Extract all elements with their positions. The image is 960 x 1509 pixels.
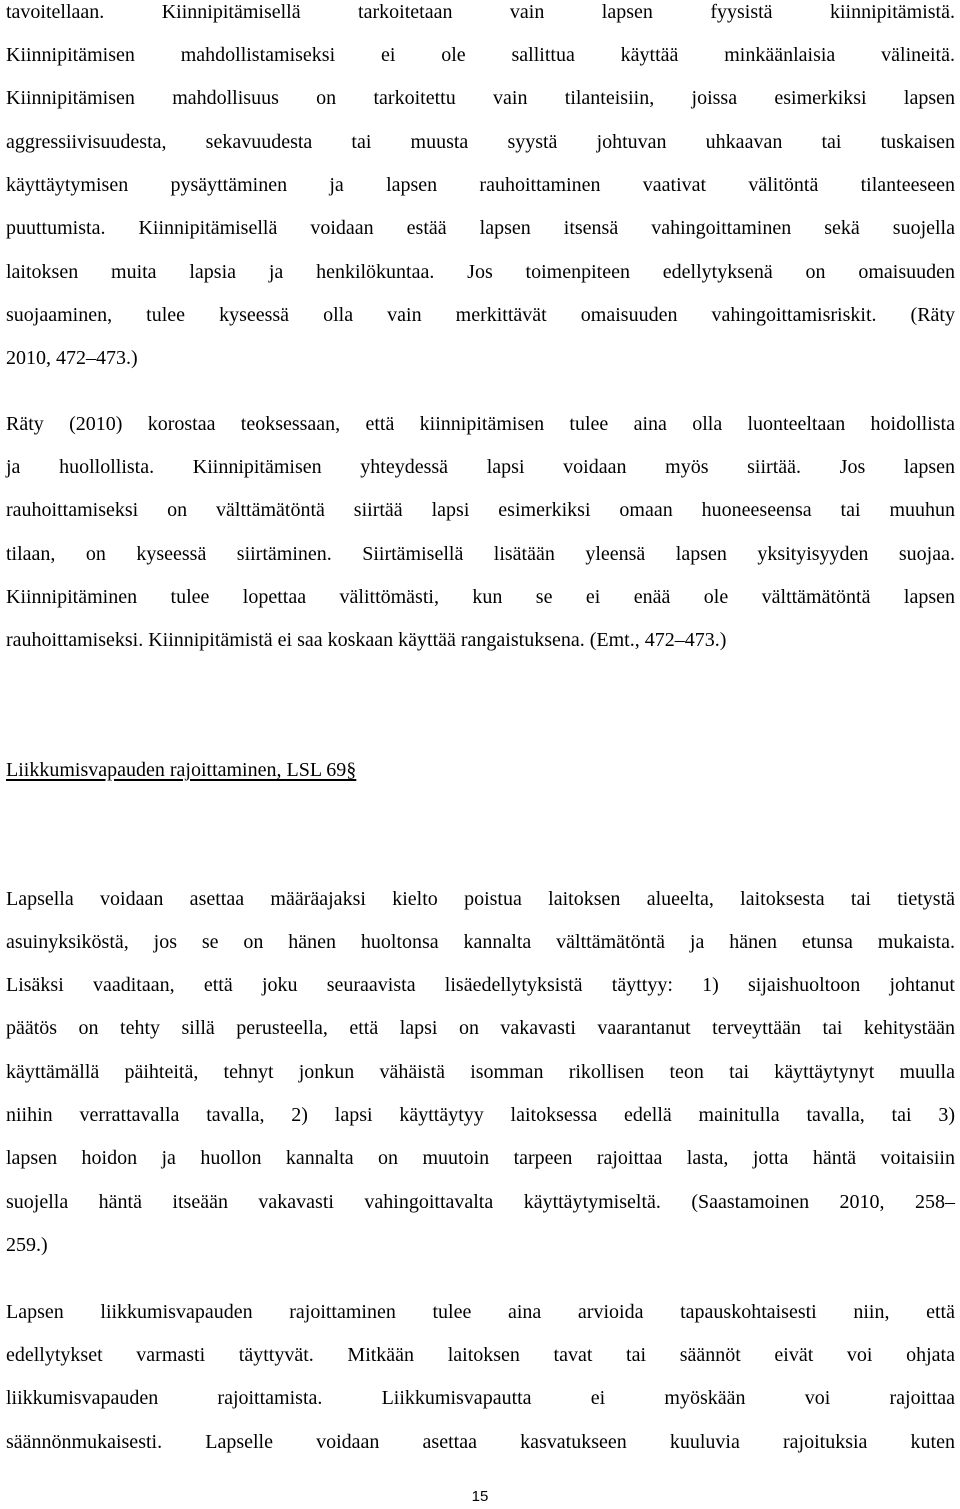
page-number: 15: [471, 1488, 489, 1505]
text-line: Kiinnipitämisen mahdollistamiseksi ei ole sallittua käyttää minkäänlaisia välineitä.: [6, 44, 955, 66]
text-line: päätös on tehty sillä perusteella, että lapsi on vakavasti vaarantanut terveyttään tai kehitystään: [6, 1017, 955, 1039]
text-line: Lapsen liikkumisvapauden rajoittaminen tulee aina arvioida tapauskohtaisesti niin, että: [6, 1301, 955, 1323]
text-line: tilaan, on kyseessä siirtäminen. Siirtämisellä lisätään yleensä lapsen yksityisyyden suojaa.: [6, 543, 955, 565]
text-line: suojella häntä itseään vakavasti vahingoittavalta käyttäytymiseltä. (Saastamoinen 2010, 258–: [6, 1191, 955, 1213]
text-line: suojaaminen, tulee kyseessä olla vain merkittävät omaisuuden vahingoittamisriskit. (Räty: [6, 304, 955, 326]
text-line: niihin verrattavalla tavalla, 2) lapsi käyttäytyy laitoksessa edellä mainitulla tavalla, tai 3): [6, 1104, 955, 1126]
text-line: 2010, 472–473.): [6, 347, 138, 369]
text-line: rauhoittamiseksi. Kiinnipitämistä ei saa koskaan käyttää rangaistuksena. (Emt., 472–473.): [6, 629, 727, 651]
text-line: liikkumisvapauden rajoittamista. Liikkumisvapautta ei myöskään voi rajoittaa: [6, 1387, 955, 1409]
text-line: Kiinnipitäminen tulee lopettaa välittömästi, kun se ei enää ole välttämätöntä lapsen: [6, 586, 955, 608]
text-line: Kiinnipitämisen mahdollisuus on tarkoitettu vain tilanteisiin, joissa esimerkiksi lapsen: [6, 87, 955, 109]
text-line: Lapsella voidaan asettaa määräajaksi kielto poistua laitoksen alueelta, laitoksesta tai tietystä: [6, 888, 955, 910]
text-line: Lisäksi vaaditaan, että joku seuraavista lisäedellytyksistä täyttyy: 1) sijaishuoltoon johtanut: [6, 974, 955, 996]
text-line: aggressiivisuudesta, sekavuudesta tai muusta syystä johtuvan uhkaavan tai tuskaisen: [6, 131, 955, 153]
text-line: asuinyksiköstä, jos se on hänen huoltonsa kannalta välttämätöntä ja hänen etunsa mukaista.: [6, 931, 955, 953]
text-line: lapsen hoidon ja huollon kannalta on muutoin tarpeen rajoittaa lasta, jotta häntä voitaisiin: [6, 1147, 955, 1169]
text-line: tavoitellaan. Kiinnipitämisellä tarkoitetaan vain lapsen fyysistä kiinnipitämistä.: [6, 1, 955, 23]
text-line: rauhoittamiseksi on välttämätöntä siirtää lapsi esimerkiksi omaan huoneeseensa tai muuhun: [6, 499, 955, 521]
section-heading: Liikkumisvapauden rajoittaminen, LSL 69§: [6, 759, 357, 781]
text-line: käyttämällä päihteitä, tehnyt jonkun vähäistä isomman rikollisen teon tai käyttäytynyt muulla: [6, 1061, 955, 1083]
text-line: Räty (2010) korostaa teoksessaan, että kiinnipitämisen tulee aina olla luonteeltaan hoidollista: [6, 413, 955, 435]
text-line: edellytykset varmasti täyttyvät. Mitkään laitoksen tavat tai säännöt eivät voi ohjata: [6, 1344, 955, 1366]
text-line: puuttumista. Kiinnipitämisellä voidaan estää lapsen itsensä vahingoittaminen sekä suojella: [6, 217, 955, 239]
text-line: ja huollollista. Kiinnipitämisen yhteydessä lapsi voidaan myös siirtää. Jos lapsen: [6, 456, 955, 478]
text-line: 259.): [6, 1234, 48, 1256]
text-line: laitoksen muita lapsia ja henkilökuntaa. Jos toimenpiteen edellytyksenä on omaisuuden: [6, 261, 955, 283]
text-line: käyttäytymisen pysäyttäminen ja lapsen rauhoittaminen vaativat välitöntä tilanteeseen: [6, 174, 955, 196]
text-line: säännönmukaisesti. Lapselle voidaan asettaa kasvatukseen kuuluvia rajoituksia kuten: [6, 1431, 955, 1453]
